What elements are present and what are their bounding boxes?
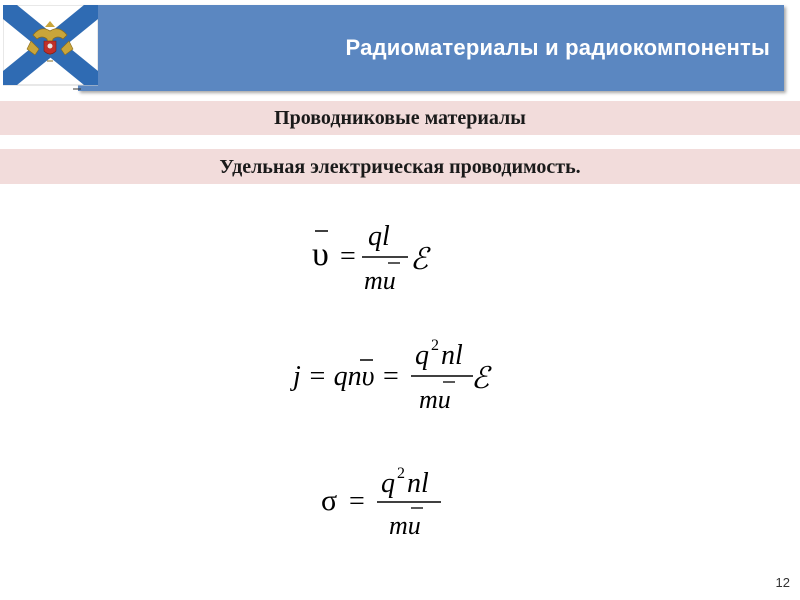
formula-lhs: υ: [312, 236, 329, 273]
formula-denominator: mu: [419, 385, 451, 414]
formula-conductivity: [315, 462, 465, 552]
formula-numerator-exponent: 2: [431, 337, 439, 354]
formula-denominator: mu: [364, 266, 396, 295]
formula-numerator-rest: nl: [441, 340, 463, 371]
header-bar: [78, 5, 784, 91]
formula-equals: =: [383, 361, 399, 392]
naval-flag-emblem-icon: [3, 5, 98, 91]
section-title: Проводниковые материалы: [0, 101, 800, 135]
formula-numerator-exponent: 2: [397, 465, 405, 482]
formula-drift-velocity: [300, 205, 460, 300]
formula-rhs: ℰ: [471, 362, 490, 395]
section-subtitle: Удельная электрическая проводимость.: [0, 149, 800, 184]
formula-numerator-base: q: [415, 340, 429, 371]
formula-equals: =: [349, 486, 365, 517]
page-number: 12: [775, 575, 790, 590]
formula-numerator: ql: [368, 221, 390, 252]
formula-numerator-rest: nl: [407, 468, 429, 499]
formula-current-density: [285, 330, 505, 420]
formula-denominator: mu: [389, 511, 421, 540]
formula-equals: =: [340, 241, 356, 272]
formula-numerator-base: q: [381, 468, 395, 499]
formula-lhs: j = qnυ: [293, 361, 375, 392]
formula-lhs: σ: [321, 484, 338, 517]
formula-rhs: ℰ: [410, 243, 429, 276]
page-title: Радиоматериалы и радиокомпоненты: [345, 35, 770, 60]
